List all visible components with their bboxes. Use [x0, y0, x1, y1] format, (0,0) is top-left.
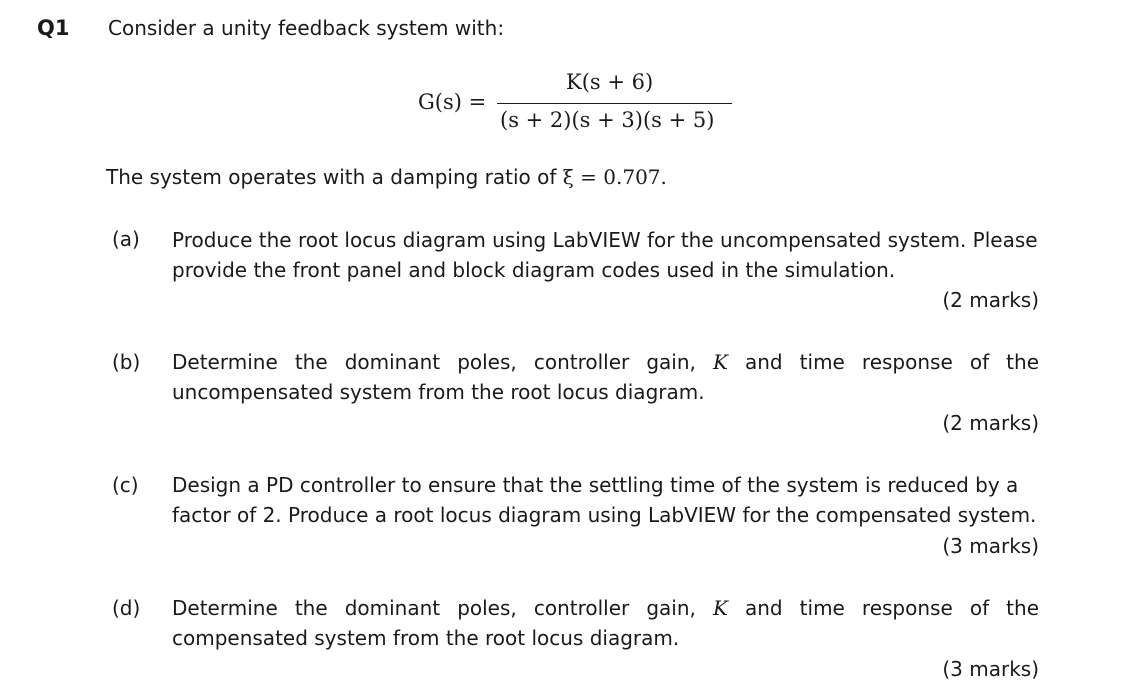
damping-text: The system operates with a damping ratio of	[106, 165, 557, 189]
equation-lhs: G(s) =	[418, 90, 487, 114]
part-line-text: and time response of the	[744, 350, 1040, 374]
equation-denominator: (s + 2)(s + 3)(s + 5)	[500, 108, 715, 132]
question-intro: Consider a unity feedback system with:	[108, 16, 505, 40]
part-marks: (3 marks)	[942, 534, 1039, 558]
part-label: (b)	[112, 350, 141, 374]
part-marks: (2 marks)	[942, 288, 1039, 312]
damping-expression: ξ = 0.707.	[562, 165, 667, 189]
fraction-bar	[497, 103, 732, 104]
damping-statement	[106, 165, 667, 189]
part-line: compensated system from the root locus diagram.	[172, 626, 680, 650]
part-line: uncompensated system from the root locus diagram.	[172, 380, 705, 404]
part-marks: (2 marks)	[942, 411, 1039, 435]
part-label: (c)	[112, 473, 139, 497]
part-body	[172, 593, 1039, 653]
gain-variable: K	[712, 350, 728, 374]
gain-variable: K	[712, 596, 728, 620]
part-line: Produce the root locus diagram using LabVIEW for the uncompensated system. Please	[172, 228, 1038, 252]
part-line-text: Determine the dominant poles, controller gain,	[172, 596, 696, 620]
part-line: factor of 2. Produce a root locus diagram using LabVIEW for the compensated system.	[172, 503, 1037, 527]
part-line-text: Determine the dominant poles, controller gain,	[172, 350, 696, 374]
question-number: Q1	[37, 16, 70, 40]
part-line	[172, 347, 1039, 377]
part-label: (a)	[112, 227, 140, 251]
part-label: (d)	[112, 596, 141, 620]
part-line-text: and time response of the	[744, 596, 1040, 620]
part-line: provide the front panel and block diagram codes used in the simulation.	[172, 258, 896, 282]
part-body	[172, 470, 1039, 530]
part-line	[172, 593, 1039, 623]
equation-numerator: K(s + 6)	[566, 70, 654, 94]
part-line: Design a PD controller to ensure that the settling time of the system is reduced by a	[172, 473, 1019, 497]
part-body	[172, 347, 1039, 407]
part-marks: (3 marks)	[942, 657, 1039, 681]
part-body	[172, 225, 1039, 285]
